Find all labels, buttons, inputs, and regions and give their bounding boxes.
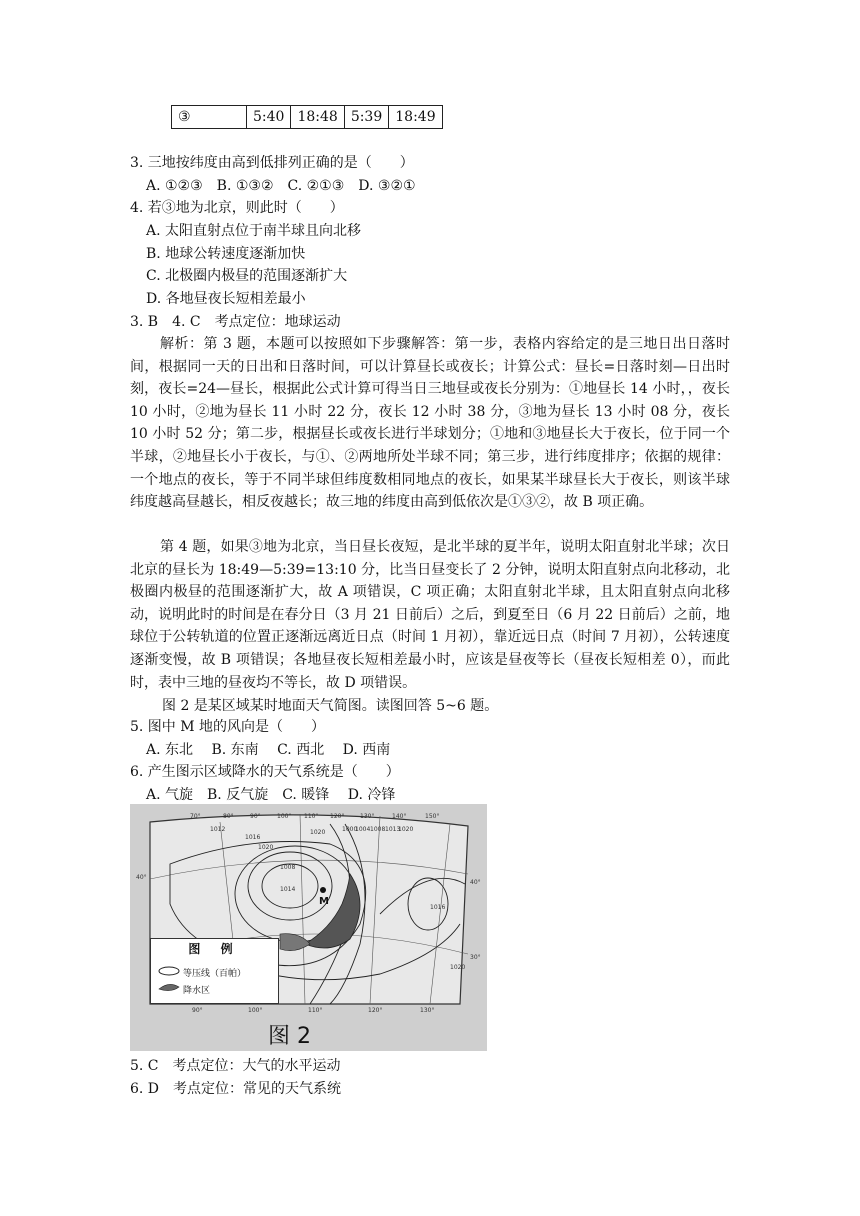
bottom-lon-label: 100°	[248, 1007, 263, 1014]
top-lon-label: 100°	[277, 813, 292, 820]
isobar-value-label: 1016	[430, 904, 446, 911]
answer-3-4: 3. B 4. C 考点定位：地球运动	[130, 314, 341, 330]
top-lon-label: 80°	[223, 813, 234, 820]
isobar-value-label: 1020	[310, 829, 326, 836]
top-lon-label: 140°	[392, 813, 407, 820]
point-m-marker	[320, 887, 326, 893]
legend-rain-label: 降水区	[183, 986, 211, 996]
point-m-label: M	[319, 896, 329, 907]
figure-caption: 图 2	[268, 1024, 311, 1049]
table-row	[172, 106, 443, 129]
analysis-q3: 解析：第 3 题，本题可以按照如下步骤解答：第一步，表格内容给定的是三地日出日落时间，根据同一天的日出和日落时间，可以计算昼长或夜长；计算公式：昼长=日落时刻—日出时刻，夜长=24—昼长，根据此公式计算可得当日三地昼或夜长分别为：①地昼长 14 小时，，夜长 10 小时，②地为昼长 11 小时 22 分，夜长 12 小时 38 分，③地为昼长 13 小时 08 分，夜长 10 小时 52 分；第二步，根据昼长或夜长进行半球划分；①地和③地昼长大于夜长，位于同一个半球，②地昼长小于夜长，与①、②两地所处半球不同；第三步，进行纬度排序；依据的规律：一个地点的夜长，等于不同半球但纬度数相同地点的夜长，如果某半球昼长大于夜长，则该半球纬度越高昼越长，相反夜越长；故三地的纬度由高到低依次是①③②，故 B 项正确。	[130, 336, 730, 511]
q5-stem: 5. 图中 M 地的风向是（ ）	[130, 719, 326, 735]
cell-sunset-2: 18:49	[389, 106, 442, 129]
top-lon-label: 120°	[330, 813, 345, 820]
row-label: ③	[172, 106, 247, 129]
isobar-value-label: 1020	[450, 964, 466, 971]
bottom-lon-label: 90°	[192, 1007, 203, 1014]
cell-sunrise-1: 5:40	[247, 106, 291, 129]
answer-5: 5. C 考点定位：大气的水平运动	[130, 1058, 341, 1074]
weather-map-figure	[130, 804, 487, 1051]
q3-options: A. ①②③ B. ①③② C. ②①③ D. ③②①	[146, 178, 416, 194]
q4-option-b: B. 地球公转速度逐渐加快	[146, 246, 306, 262]
q6-options: A. 气旋 B. 反气旋 C. 暖锋 D. 冷锋	[146, 787, 396, 803]
bottom-lon-label: 130°	[420, 1007, 435, 1014]
isobar-value-label: 1014	[280, 886, 296, 893]
q5-options: A. 东北 B. 东南 C. 西北 D. 西南	[146, 742, 391, 758]
top-lon-label: 150°	[425, 813, 440, 820]
isobar-value-label: 1004	[355, 826, 371, 833]
answer-6: 6. D 考点定位：常见的天气系统	[130, 1081, 342, 1097]
bottom-lon-label: 120°	[368, 1007, 383, 1014]
sun-time-table	[171, 105, 443, 129]
isobar-value-label: 1008	[280, 864, 296, 871]
lat-right-label: 40°	[470, 879, 481, 886]
lat-left-label: 40°	[136, 874, 147, 881]
top-lon-label: 70°	[190, 813, 201, 820]
q3-stem: 3. 三地按纬度由高到低排列正确的是（ ）	[130, 155, 414, 171]
isobar-legend-icon	[157, 965, 181, 977]
q6-stem: 6. 产生图示区域降水的天气系统是（ ）	[130, 764, 400, 780]
isobar-value-label: 1016	[245, 834, 261, 841]
isobar-value-label: 1008	[370, 826, 386, 833]
map-legend	[150, 938, 279, 1004]
isobar-value-label: 1020	[398, 826, 414, 833]
q4-option-c: C. 北极圈内极昼的范围逐渐扩大	[146, 268, 348, 284]
isobar-value-label: 1020	[258, 844, 274, 851]
q4-stem: 4. 若③地为北京，则此时（ ）	[130, 200, 344, 216]
q4-option-a: A. 太阳直射点位于南半球且向北移	[146, 223, 362, 239]
cell-sunset-1: 18:48	[291, 106, 344, 129]
analysis-q4: 第 4 题，如果③地为北京，当日昼长夜短，是北半球的夏半年，说明太阳直射北半球；次日北京的昼长为 18:49—5:39=13:10 分，比当日昼变长了 2 分钟，说明太阳直射点向北移动，北极圈内极昼的范围逐渐扩大，故 A 项错误，C 项正确；太阳直射北半球，且太阳直射点向北移动，说明此时的时间是在春分日（3 月 21 日前后）之后，到夏至日（6 月 22 日前后）之前，地球位于公转轨道的位置正逐渐远离近日点（时间 1 月初），靠近远日点（时间 7 月初），公转速度逐渐变慢，故 B 项错误；各地昼夜长短相差最小时，应该是昼夜等长（昼夜长短相差 0），而此时，表中三地的昼夜均不等长，故 D 项错误。	[130, 539, 730, 691]
isobar-value-label: 1000	[342, 826, 358, 833]
legend-isobar-label: 等压线（百帕）	[183, 969, 247, 979]
bottom-lon-label: 110°	[308, 1007, 323, 1014]
q4-option-d: D. 各地昼夜长短相差最小	[146, 291, 306, 307]
isobar-value-label: 1012	[210, 826, 226, 833]
isobar-value-label: 1013	[385, 826, 401, 833]
cell-sunrise-2: 5:39	[344, 106, 388, 129]
top-lon-label: 130°	[360, 813, 375, 820]
legend-title: 图 例	[188, 942, 241, 956]
lat-right-label: 30°	[470, 954, 481, 961]
top-lon-label: 110°	[304, 813, 319, 820]
figure-intro: 图 2 是某区域某时地面天气简图。读图回答 5~6 题。	[162, 698, 499, 714]
rain-legend-icon	[157, 981, 181, 993]
top-lon-label: 90°	[250, 813, 261, 820]
